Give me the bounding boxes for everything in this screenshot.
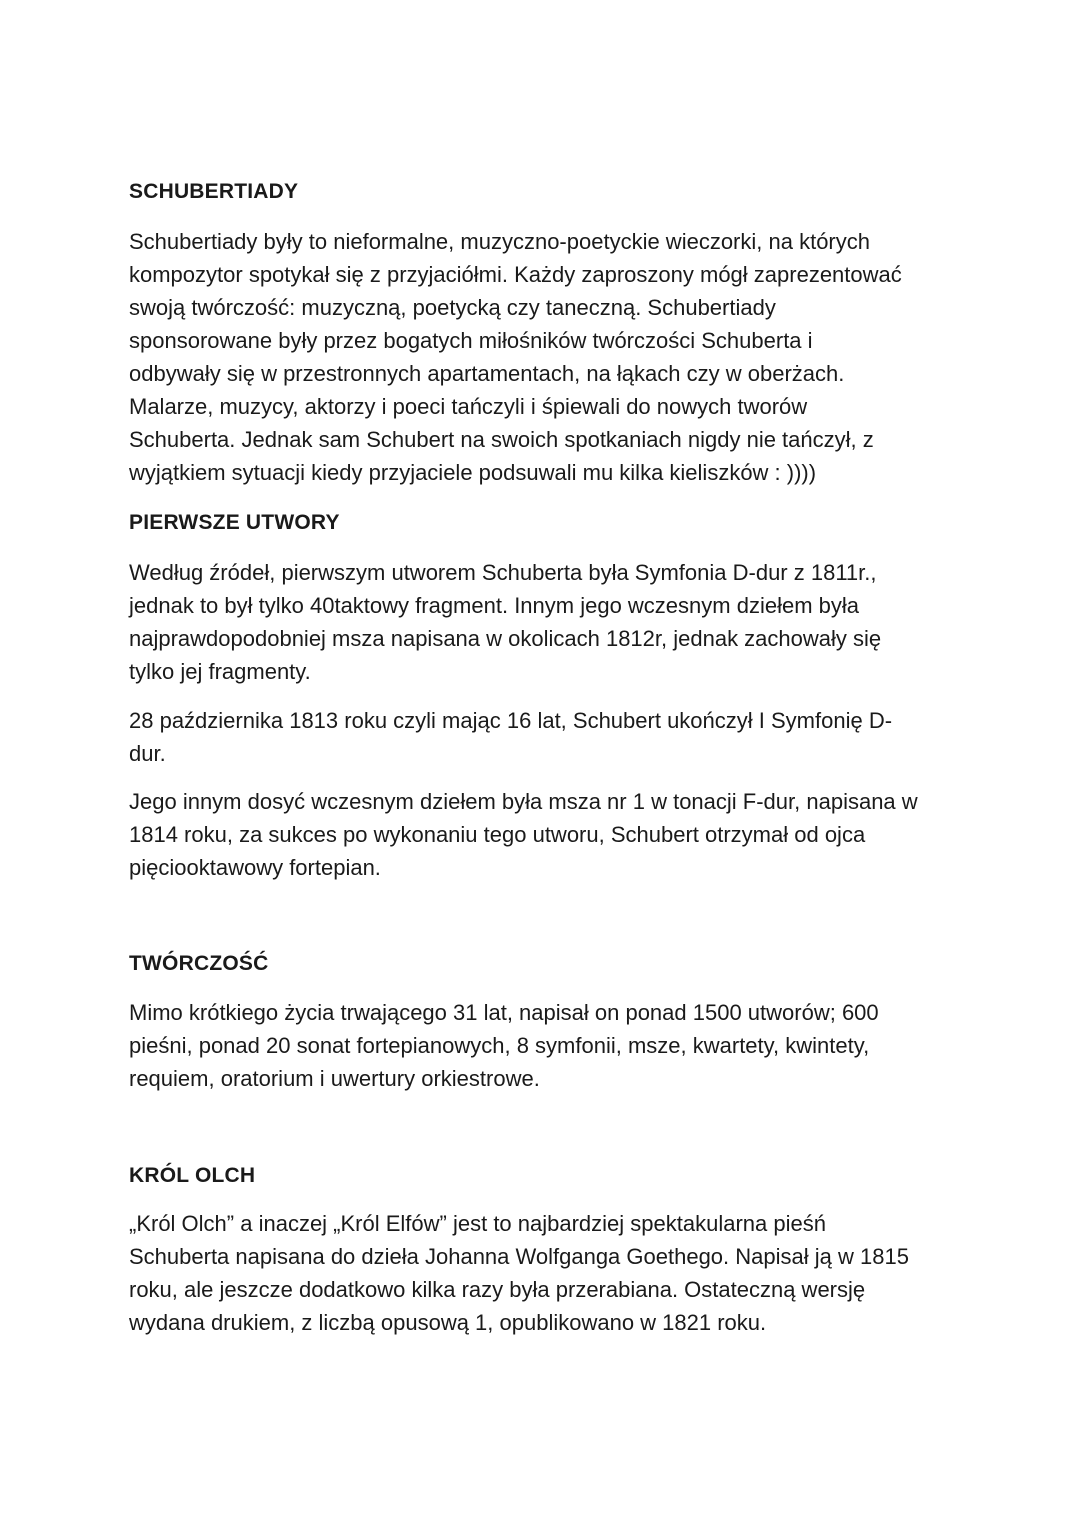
paragraph-krol-olch: [129, 1207, 969, 1339]
text-line: sponsorowane były przez bogatych miłośników twórczości Schuberta i: [129, 328, 813, 353]
text-line: Schuberta napisana do dzieła Johanna Wolfganga Goethego. Napisał ją w 1815: [129, 1244, 909, 1269]
text-line: Schubertiady były to nieformalne, muzyczno-poetyckie wieczorki, na których: [129, 229, 870, 254]
text-line: dur.: [129, 741, 166, 766]
paragraph-pierwsze-utwory-3: [129, 785, 969, 884]
text-line: swoją twórczość: muzyczną, poetycką czy taneczną. Schubertiady: [129, 295, 776, 320]
text-line: jednak to był tylko 40taktowy fragment. Innym jego wczesnym dziełem była: [129, 593, 859, 618]
text-line: roku, ale jeszcze dodatkowo kilka razy była przerabiana. Ostateczną wersję: [129, 1277, 866, 1302]
text-line: najprawdopodobniej msza napisana w okolicach 1812r, jednak zachowały się: [129, 626, 882, 651]
text-line: Schuberta. Jednak sam Schubert na swoich spotkaniach nigdy nie tańczył, z: [129, 427, 874, 452]
text-line: 28 października 1813 roku czyli mając 16 lat, Schubert ukończył I Symfonię D-: [129, 708, 893, 733]
text-line: 1814 roku, za sukces po wykonaniu tego utworu, Schubert otrzymał od ojca: [129, 822, 866, 847]
text-line: wydana drukiem, z liczbą opusową 1, opublikowano w 1821 roku.: [129, 1310, 767, 1335]
text-line: Jego innym dosyć wczesnym dziełem była msza nr 1 w tonacji F-dur, napisana w: [129, 789, 918, 814]
text-line: Malarze, muzycy, aktorzy i poeci tańczyli i śpiewali do nowych tworów: [129, 394, 808, 419]
section-heading-tworczosc: TWÓRCZOŚĆ: [129, 952, 269, 975]
text-line: Według źródeł, pierwszym utworem Schuberta była Symfonia D-dur z 1811r.,: [129, 560, 877, 585]
text-line: pięciooktawowy fortepian.: [129, 855, 381, 880]
paragraph-pierwsze-utwory-1: [129, 556, 969, 688]
paragraph-pierwsze-utwory-2: [129, 704, 969, 770]
text-line: requiem, oratorium i uwertury orkiestrowe.: [129, 1066, 540, 1091]
text-line: odbywały się w przestronnych apartamentach, na łąkach czy w oberżach.: [129, 361, 845, 386]
text-line: Mimo krótkiego życia trwającego 31 lat, napisał on ponad 1500 utworów; 600: [129, 1000, 879, 1025]
text-line: tylko jej fragmenty.: [129, 659, 311, 684]
text-line: pieśni, ponad 20 sonat fortepianowych, 8 symfonii, msze, kwartety, kwintety,: [129, 1033, 870, 1058]
text-line: kompozytor spotykał się z przyjaciółmi. Każdy zaproszony mógł zaprezentować: [129, 262, 902, 287]
text-line: wyjątkiem sytuacji kiedy przyjaciele podsuwali mu kilka kieliszków : )))): [129, 460, 817, 485]
text-line: „Król Olch” a inaczej „Król Elfów” jest to najbardziej spektakularna pieśń: [129, 1211, 826, 1236]
section-heading-schubertiady: SCHUBERTIADY: [129, 180, 299, 203]
paragraph-schubertiady: [129, 225, 969, 489]
paragraph-tworczosc: [129, 996, 969, 1095]
section-heading-krol-olch: KRÓL OLCH: [129, 1164, 256, 1187]
section-heading-pierwsze-utwory: PIERWSZE UTWORY: [129, 511, 340, 534]
